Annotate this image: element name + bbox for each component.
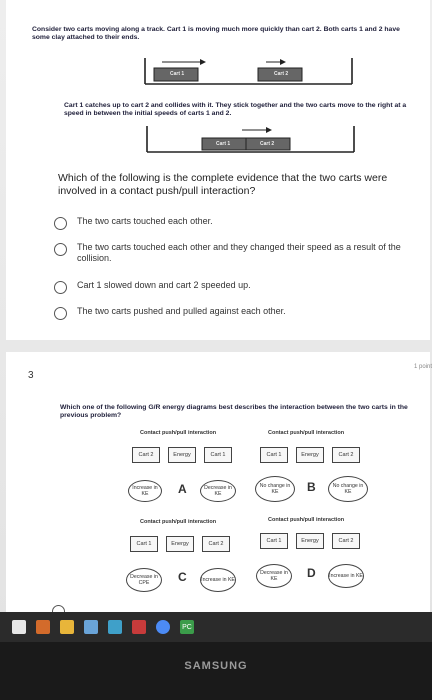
- q1-intro-text: Consider two carts moving along a track. Cart 1 is moving much more quickly than cart 2. Both carts 1 and 2 have some clay attached to their ends.: [32, 26, 400, 41]
- diagram-b-title: Contact push/pull interaction: [268, 430, 345, 436]
- diagram-c-circle-1: Decrease in CPE: [126, 568, 162, 592]
- points-label: 1 point: [413, 364, 432, 370]
- diagram-b-left-box: Cart 1: [260, 447, 288, 463]
- option-2[interactable]: [54, 242, 407, 264]
- diagram-d-title: Contact push/pull interaction: [268, 517, 345, 523]
- option-3[interactable]: [54, 280, 407, 294]
- diagram-a-letter: A: [178, 482, 187, 496]
- diagram-b-right-box: Cart 2: [332, 447, 360, 463]
- settings-icon[interactable]: [84, 620, 98, 634]
- folder-icon[interactable]: [60, 620, 74, 634]
- option-1[interactable]: [54, 216, 407, 230]
- option-4[interactable]: [54, 306, 407, 320]
- diagram-c-letter: C: [178, 570, 187, 584]
- windows-start-icon[interactable]: [12, 620, 26, 634]
- question-card-1: [6, 0, 430, 340]
- teams-icon[interactable]: [108, 620, 122, 634]
- diagram-c-left-box: Cart 1: [130, 536, 158, 552]
- diagram-c-circle-2: Increase in KE: [200, 568, 236, 592]
- cart2-label-after: Cart 2: [260, 141, 275, 147]
- radio-button-icon[interactable]: [54, 243, 67, 256]
- diagram-c-right-box: Cart 2: [202, 536, 230, 552]
- q1-collision-text: Cart 1 catches up to cart 2 and collides with it. They stick together and the two carts move to the right at a speed in between the initial speeds of carts 1 and 2.: [64, 102, 407, 117]
- diagram-d-letter: D: [307, 566, 316, 580]
- option-4-label: The two carts pushed and pulled against each other.: [77, 306, 286, 316]
- radio-button-icon[interactable]: [54, 217, 67, 230]
- diagram-d-right-box: Cart 2: [332, 533, 360, 549]
- diagram-b-circle-1: No change in KE: [255, 476, 295, 502]
- diagram-d-circle-2: Increase in KE: [328, 564, 364, 588]
- option-1-label: The two carts touched each other.: [77, 216, 213, 226]
- diagram-b-energy-box: Energy: [296, 447, 324, 463]
- question-number: 3: [28, 370, 34, 381]
- radio-button-icon[interactable]: [54, 281, 67, 294]
- diagram-b-letter: B: [307, 480, 316, 494]
- track-diagram-after: [142, 122, 362, 158]
- cart1-label-after: Cart 1: [216, 141, 231, 147]
- diagram-a-title: Contact push/pull interaction: [140, 430, 217, 436]
- diagram-a-circle-2: Decrease in KE: [200, 480, 236, 502]
- option-2-label: The two carts touched each other and they changed their speed as a result of the collision.: [77, 242, 401, 263]
- app-icon[interactable]: [36, 620, 50, 634]
- diagram-a-energy-box: Energy: [168, 447, 196, 463]
- cart1-label: Cart 1: [170, 71, 185, 77]
- cart2-label: Cart 2: [274, 71, 289, 77]
- diagram-d-circle-1: Decrease in KE: [256, 564, 292, 588]
- diagram-c-energy-box: Energy: [166, 536, 194, 552]
- device-brand: SAMSUNG: [184, 660, 248, 672]
- q1-question-text: Which of the following is the complete evidence that the two carts were involved in a contact push/pull interaction?: [58, 172, 388, 197]
- chrome-icon[interactable]: [156, 620, 170, 634]
- diagram-c-title: Contact push/pull interaction: [140, 519, 217, 525]
- diagram-d-left-box: Cart 1: [260, 533, 288, 549]
- radio-button-icon[interactable]: [54, 307, 67, 320]
- diagram-b-circle-2: No change in KE: [328, 476, 368, 502]
- diagram-d-energy-box: Energy: [296, 533, 324, 549]
- q2-question-text: Which one of the following G/R energy diagrams best describes the interaction between the two carts in the previous problem?: [60, 404, 408, 419]
- app-icon[interactable]: [132, 620, 146, 634]
- pc-app-icon[interactable]: PC: [180, 620, 194, 634]
- diagram-a-right-box: Cart 1: [204, 447, 232, 463]
- option-3-label: Cart 1 slowed down and cart 2 speeded up.: [77, 280, 251, 290]
- diagram-a-circle-1: Increase in KE: [128, 480, 162, 502]
- diagram-a-left-box: Cart 2: [132, 447, 160, 463]
